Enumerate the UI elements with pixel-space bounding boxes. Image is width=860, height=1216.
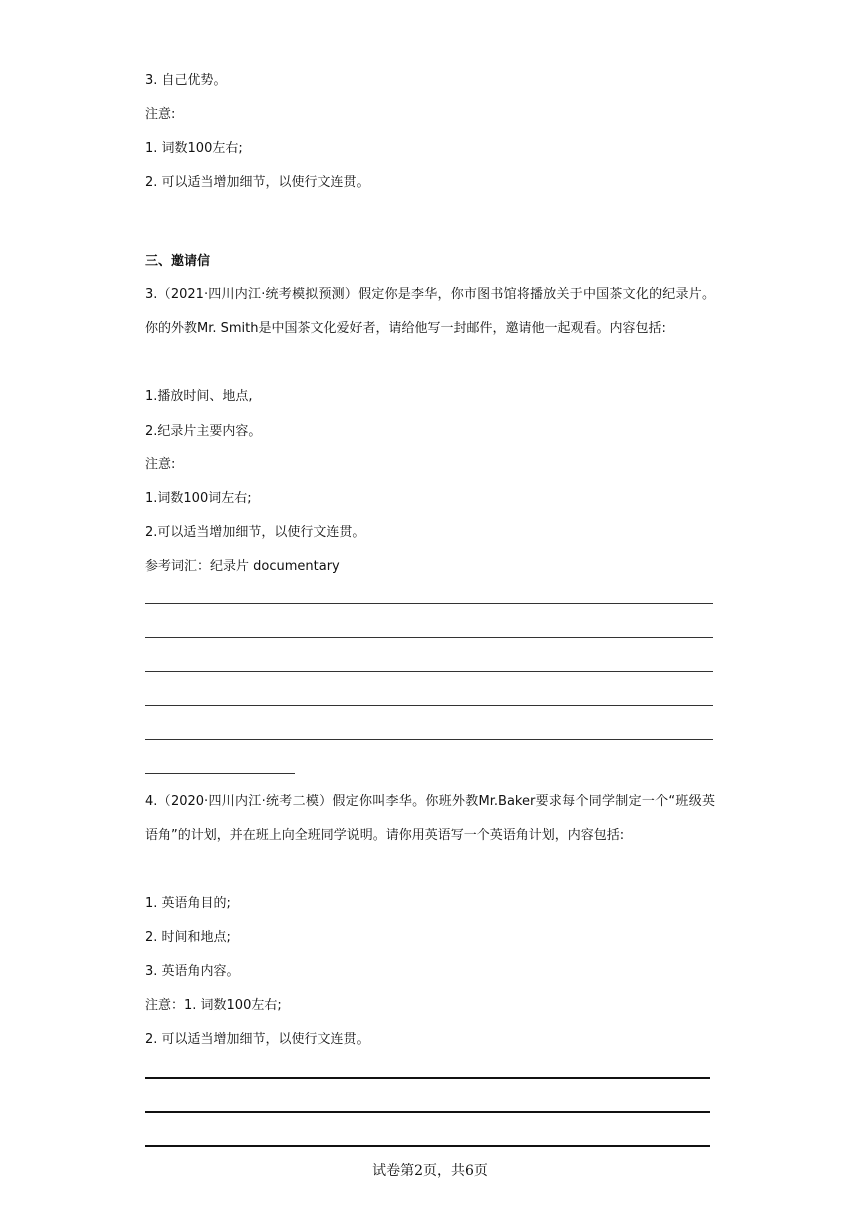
answer-line: [145, 739, 713, 740]
q3-note-label: 注意:: [145, 457, 176, 472]
q3-point-2: 2.纪录片主要内容。: [145, 424, 262, 439]
q4-note: 注意：1. 词数100左右;: [145, 998, 282, 1013]
answer-line: [145, 773, 295, 774]
q3-point-1: 1.播放时间、地点,: [145, 389, 253, 404]
answer-line: [145, 637, 713, 638]
note-item-1: 1. 词数100左右;: [145, 141, 243, 156]
answer-line: [145, 603, 713, 604]
section-heading: 三、邀请信: [145, 254, 211, 269]
answer-line: [145, 705, 713, 706]
q3-note-1: 1.词数100词左右;: [145, 491, 252, 506]
note-label: 注意:: [145, 107, 176, 122]
question-4-prompt: 4.（2020·四川内江·统考二模）假定你叫李华。你班外教Mr.Baker要求每个同学制定一个“班级英语角”的计划，并在班上向全班同学说明。请你用英语写一个英语角计划，内容包括:: [145, 794, 715, 843]
answer-line: [145, 671, 713, 672]
q3-vocab: 参考词汇：纪录片 documentary: [145, 559, 340, 574]
answer-line: [145, 1145, 710, 1147]
q4-point-1: 1. 英语角目的;: [145, 896, 231, 911]
note-item-2: 2. 可以适当增加细节，以使行文连贯。: [145, 175, 370, 190]
page-footer: 试卷第2页，共6页: [372, 1163, 488, 1179]
q4-point-3: 3. 英语角内容。: [145, 964, 240, 979]
q3-note-2: 2.可以适当增加细节，以使行文连贯。: [145, 525, 366, 540]
answer-line: [145, 1077, 710, 1079]
question-3-prompt: 3.（2021·四川内江·统考模拟预测）假定你是李华，你市图书馆将播放关于中国茶文化的纪录片。你的外教Mr. Smith是中国茶文化爱好者，请给他写一封邮件，邀请他一起观看。内容包括:: [145, 287, 715, 336]
answer-line: [145, 1111, 710, 1113]
q4-note-2: 2. 可以适当增加细节，以使行文连贯。: [145, 1032, 370, 1047]
q4-point-2: 2. 时间和地点;: [145, 930, 231, 945]
item-3: 3. 自己优势。: [145, 73, 227, 88]
